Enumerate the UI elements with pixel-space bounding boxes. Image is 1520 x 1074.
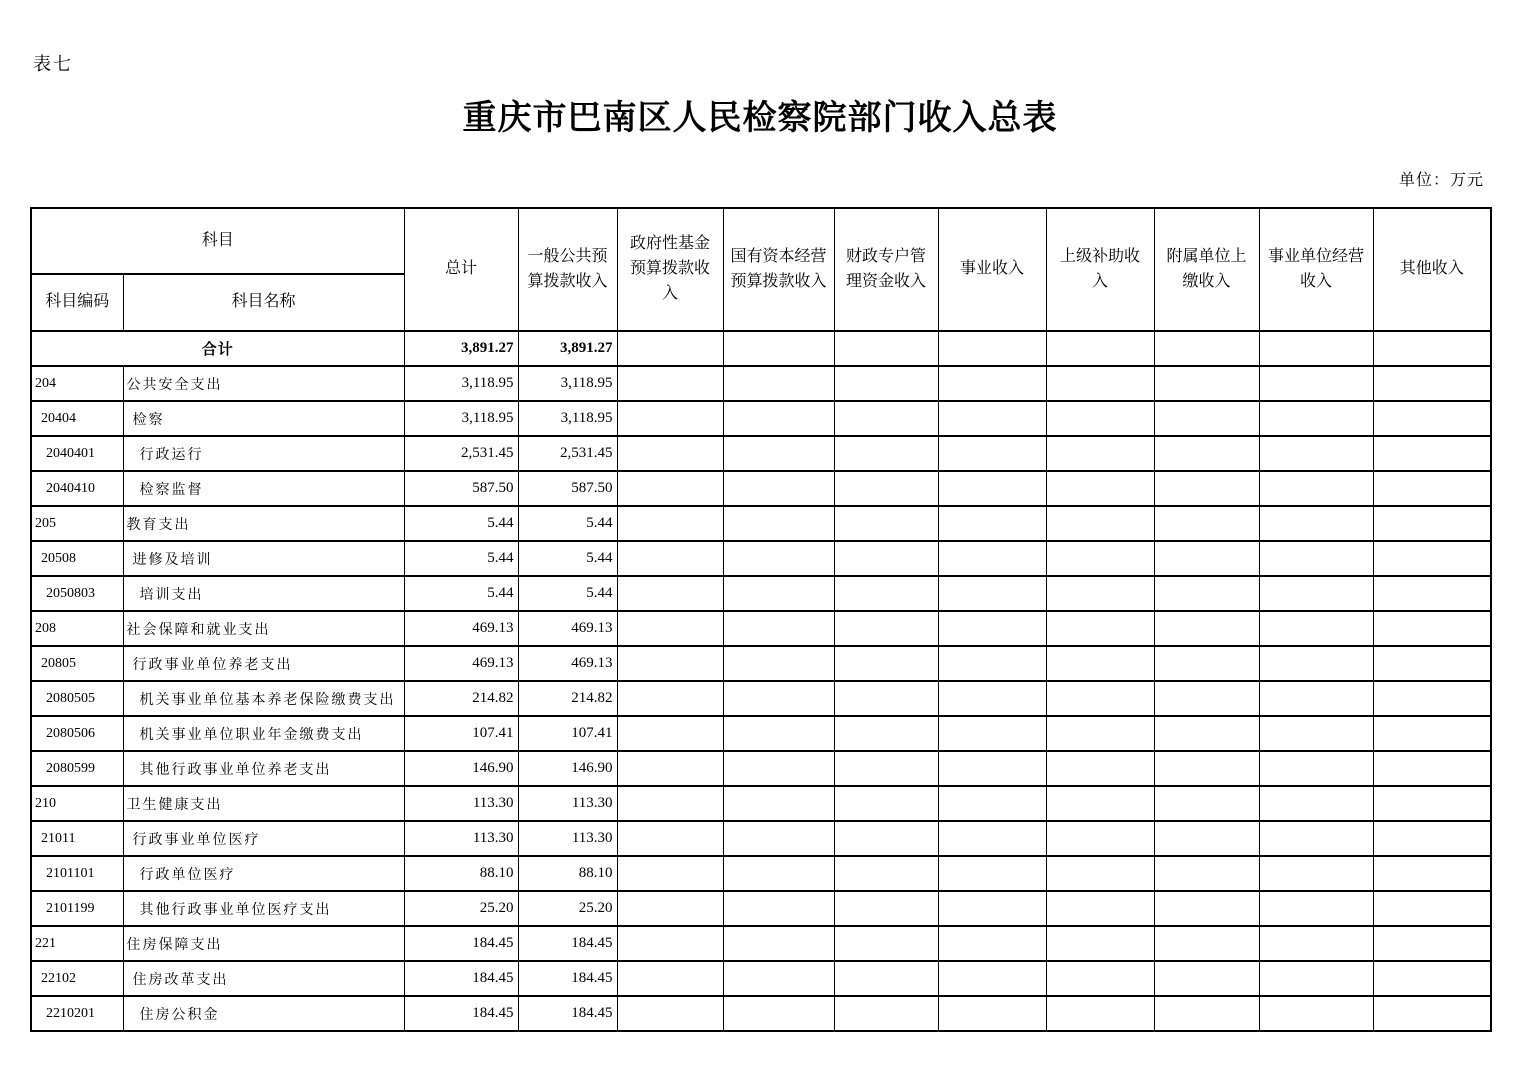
amount-cell-empty [723,366,834,401]
subject-code-cell: 21011 [31,821,123,856]
amount-cell-general-budget: 184.45 [518,996,617,1031]
amount-cell-empty [834,366,938,401]
amount-cell-empty [617,716,723,751]
amount-cell-general-budget: 469.13 [518,611,617,646]
table-row [31,961,1491,996]
amount-cell-empty [723,821,834,856]
amount-cell-general-budget: 5.44 [518,541,617,576]
table-row [31,786,1491,821]
amount-cell-empty [1373,576,1491,611]
amount-cell-empty [1259,366,1373,401]
amount-cell-empty [1154,436,1259,471]
amount-cell-empty [723,751,834,786]
amount-cell-empty [1154,611,1259,646]
amount-cell-empty [617,366,723,401]
subject-name-cell: 住房公积金 [123,996,404,1031]
amount-cell-empty [834,436,938,471]
amount-cell-general-budget: 107.41 [518,716,617,751]
amount-cell-total: 184.45 [404,996,518,1031]
amount-cell-empty [617,541,723,576]
amount-cell-empty [1373,891,1491,926]
amount-cell-empty [1046,681,1154,716]
amount-cell-total: 3,891.27 [404,331,518,366]
amount-cell-empty [938,926,1046,961]
table-row [31,541,1491,576]
total-label: 合计 [31,331,404,366]
amount-cell-empty [1046,996,1154,1031]
amount-cell-empty [834,821,938,856]
amount-cell-total: 113.30 [404,821,518,856]
amount-cell-empty [1373,751,1491,786]
subject-name-cell: 卫生健康支出 [123,786,404,821]
amount-cell-empty [723,961,834,996]
amount-cell-empty [617,401,723,436]
amount-cell-empty [938,821,1046,856]
amount-cell-total: 3,118.95 [404,401,518,436]
table-row [31,751,1491,786]
amount-cell-general-budget: 3,118.95 [518,366,617,401]
subject-name-cell: 住房保障支出 [123,926,404,961]
amount-cell-empty [834,681,938,716]
subject-code-cell: 221 [31,926,123,961]
table-row [31,471,1491,506]
amount-cell-total: 113.30 [404,786,518,821]
amount-cell-empty [1259,891,1373,926]
amount-cell-empty [1259,541,1373,576]
subject-name-cell: 行政事业单位医疗 [123,821,404,856]
amount-cell-empty [1373,401,1491,436]
amount-cell-empty [938,716,1046,751]
amount-cell-empty [1154,576,1259,611]
amount-cell-empty [723,541,834,576]
amount-cell-empty [834,611,938,646]
amount-cell-empty [1154,856,1259,891]
amount-cell-empty [1154,996,1259,1031]
amount-cell-general-budget: 5.44 [518,506,617,541]
subject-code-cell: 2040410 [31,471,123,506]
amount-cell-empty [1373,681,1491,716]
amount-cell-empty [834,786,938,821]
amount-cell-empty [1154,331,1259,366]
amount-cell-empty [834,856,938,891]
amount-cell-empty [1154,366,1259,401]
amount-cell-empty [1154,786,1259,821]
subject-code-cell: 20404 [31,401,123,436]
amount-cell-empty [834,331,938,366]
subject-name-cell: 机关事业单位职业年金缴费支出 [123,716,404,751]
amount-cell-total: 88.10 [404,856,518,891]
amount-cell-empty [723,891,834,926]
col-header-subject-code: 科目编码 [31,274,123,331]
amount-cell-empty [1154,961,1259,996]
amount-cell-empty [1373,926,1491,961]
subject-code-cell: 2101199 [31,891,123,926]
amount-cell-empty [723,471,834,506]
amount-cell-empty [938,436,1046,471]
amount-cell-empty [1259,611,1373,646]
amount-cell-empty [1046,821,1154,856]
col-header-state-capital-budget-income: 国有资本经营预算拨款收入 [723,208,834,331]
amount-cell-empty [1259,961,1373,996]
amount-cell-empty [1259,506,1373,541]
table-row [31,996,1491,1031]
amount-cell-empty [1373,786,1491,821]
amount-cell-empty [938,541,1046,576]
amount-cell-empty [938,751,1046,786]
col-header-total: 总计 [404,208,518,331]
amount-cell-empty [1373,611,1491,646]
amount-cell-empty [834,891,938,926]
amount-cell-total: 5.44 [404,506,518,541]
amount-cell-empty [834,646,938,681]
subject-code-cell: 20508 [31,541,123,576]
amount-cell-general-budget: 3,891.27 [518,331,617,366]
amount-cell-total: 5.44 [404,576,518,611]
amount-cell-empty [617,821,723,856]
amount-cell-empty [938,611,1046,646]
subject-name-cell: 行政运行 [123,436,404,471]
amount-cell-empty [1154,821,1259,856]
amount-cell-total: 587.50 [404,471,518,506]
amount-cell-empty [938,401,1046,436]
amount-cell-empty [617,891,723,926]
amount-cell-empty [1259,471,1373,506]
amount-cell-total: 3,118.95 [404,366,518,401]
amount-cell-empty [1046,716,1154,751]
table-row [31,821,1491,856]
table-row [31,611,1491,646]
amount-cell-empty [723,611,834,646]
amount-cell-empty [938,366,1046,401]
amount-cell-empty [723,681,834,716]
amount-cell-empty [938,996,1046,1031]
amount-cell-general-budget: 5.44 [518,576,617,611]
amount-cell-empty [1373,471,1491,506]
subject-code-cell: 20805 [31,646,123,681]
amount-cell-general-budget: 184.45 [518,926,617,961]
amount-cell-general-budget: 146.90 [518,751,617,786]
amount-cell-total: 184.45 [404,961,518,996]
amount-cell-empty [1154,646,1259,681]
amount-cell-empty [1373,331,1491,366]
table-row [31,646,1491,681]
amount-cell-empty [938,331,1046,366]
amount-cell-empty [834,471,938,506]
amount-cell-total: 469.13 [404,611,518,646]
amount-cell-total: 107.41 [404,716,518,751]
amount-cell-empty [938,471,1046,506]
col-header-institution-income: 事业收入 [938,208,1046,331]
table-row [31,366,1491,401]
col-header-institution-operating-income: 事业单位经营收入 [1259,208,1373,331]
amount-cell-empty [617,681,723,716]
amount-cell-empty [1373,996,1491,1031]
subject-code-cell: 2210201 [31,996,123,1031]
amount-cell-empty [1259,681,1373,716]
amount-cell-empty [1373,961,1491,996]
amount-cell-empty [617,611,723,646]
amount-cell-empty [1154,891,1259,926]
amount-cell-empty [1046,611,1154,646]
amount-cell-empty [723,926,834,961]
amount-cell-empty [617,576,723,611]
amount-cell-empty [1154,926,1259,961]
amount-cell-empty [723,576,834,611]
subject-name-cell: 教育支出 [123,506,404,541]
amount-cell-total: 184.45 [404,926,518,961]
amount-cell-empty [1259,751,1373,786]
amount-cell-empty [617,436,723,471]
page-title: 重庆市巴南区人民检察院部门收入总表 [462,100,1058,137]
amount-cell-empty [834,716,938,751]
amount-cell-empty [1046,576,1154,611]
amount-cell-empty [1154,401,1259,436]
amount-cell-empty [938,681,1046,716]
subject-name-cell: 其他行政事业单位医疗支出 [123,891,404,926]
amount-cell-general-budget: 469.13 [518,646,617,681]
subject-name-cell: 行政事业单位养老支出 [123,646,404,681]
subject-name-cell: 培训支出 [123,576,404,611]
amount-cell-general-budget: 113.30 [518,821,617,856]
amount-cell-empty [1259,996,1373,1031]
col-header-fiscal-special-account-income: 财政专户管理资金收入 [834,208,938,331]
amount-cell-general-budget: 88.10 [518,856,617,891]
income-summary-table [30,207,1492,1032]
subject-code-cell: 2050803 [31,576,123,611]
amount-cell-empty [834,541,938,576]
subject-code-cell: 2080506 [31,716,123,751]
amount-cell-empty [1046,961,1154,996]
amount-cell-empty [1373,716,1491,751]
subject-code-cell: 2080505 [31,681,123,716]
amount-cell-general-budget: 25.20 [518,891,617,926]
subject-name-cell: 行政单位医疗 [123,856,404,891]
amount-cell-empty [1046,471,1154,506]
amount-cell-empty [1373,856,1491,891]
amount-cell-empty [617,786,723,821]
amount-cell-empty [1046,751,1154,786]
amount-cell-empty [1046,506,1154,541]
col-header-affiliated-unit-income: 附属单位上缴收入 [1154,208,1259,331]
amount-cell-total: 25.20 [404,891,518,926]
subject-code-cell: 208 [31,611,123,646]
amount-cell-empty [1259,821,1373,856]
subject-code-cell: 2040401 [31,436,123,471]
amount-cell-empty [834,506,938,541]
amount-cell-empty [1046,541,1154,576]
amount-cell-empty [1373,366,1491,401]
table-row [31,716,1491,751]
table-row [31,436,1491,471]
amount-cell-empty [723,716,834,751]
col-header-superior-subsidy-income: 上级补助收入 [1046,208,1154,331]
amount-cell-general-budget: 184.45 [518,961,617,996]
amount-cell-general-budget: 3,118.95 [518,401,617,436]
amount-cell-empty [1373,821,1491,856]
amount-cell-total: 146.90 [404,751,518,786]
col-header-other-income: 其他收入 [1373,208,1491,331]
subject-name-cell: 其他行政事业单位养老支出 [123,751,404,786]
total-row [31,331,1491,366]
amount-cell-empty [723,786,834,821]
amount-cell-empty [1046,786,1154,821]
amount-cell-empty [617,961,723,996]
amount-cell-empty [1154,751,1259,786]
amount-cell-empty [723,401,834,436]
amount-cell-empty [1046,856,1154,891]
amount-cell-empty [617,471,723,506]
amount-cell-empty [834,576,938,611]
subject-code-cell: 2080599 [31,751,123,786]
subject-name-cell: 检察监督 [123,471,404,506]
subject-code-cell: 205 [31,506,123,541]
subject-name-cell: 公共安全支出 [123,366,404,401]
table-row [31,926,1491,961]
amount-cell-empty [1046,366,1154,401]
amount-cell-empty [1154,506,1259,541]
amount-cell-empty [1259,856,1373,891]
header-row-top [31,208,1491,274]
amount-cell-empty [723,856,834,891]
amount-cell-empty [723,506,834,541]
col-header-subject: 科目 [31,208,404,274]
unit-note: 单位：万元 [1398,172,1484,189]
amount-cell-empty [1259,926,1373,961]
amount-cell-empty [1259,716,1373,751]
amount-cell-empty [938,506,1046,541]
amount-cell-empty [617,856,723,891]
table-row [31,891,1491,926]
amount-cell-general-budget: 113.30 [518,786,617,821]
amount-cell-empty [1154,716,1259,751]
subject-name-cell: 机关事业单位基本养老保险缴费支出 [123,681,404,716]
amount-cell-empty [1259,331,1373,366]
amount-cell-empty [834,926,938,961]
amount-cell-general-budget: 2,531.45 [518,436,617,471]
amount-cell-empty [834,401,938,436]
amount-cell-empty [617,646,723,681]
amount-cell-empty [723,646,834,681]
amount-cell-total: 2,531.45 [404,436,518,471]
amount-cell-general-budget: 587.50 [518,471,617,506]
amount-cell-empty [1046,436,1154,471]
col-header-subject-name: 科目名称 [123,274,404,331]
table-number-label: 表七 [33,54,73,74]
subject-name-cell: 住房改革支出 [123,961,404,996]
amount-cell-empty [1373,541,1491,576]
table-header [31,208,1491,331]
amount-cell-empty [1259,436,1373,471]
amount-cell-empty [617,996,723,1031]
amount-cell-empty [617,751,723,786]
subject-code-cell: 204 [31,366,123,401]
amount-cell-empty [1373,506,1491,541]
amount-cell-empty [1046,401,1154,436]
amount-cell-empty [723,996,834,1031]
amount-cell-empty [1046,891,1154,926]
amount-cell-empty [834,961,938,996]
amount-cell-total: 214.82 [404,681,518,716]
table-body [31,331,1491,1031]
amount-cell-empty [617,926,723,961]
subject-name-cell: 检察 [123,401,404,436]
subject-code-cell: 210 [31,786,123,821]
amount-cell-empty [1046,331,1154,366]
subject-name-cell: 社会保障和就业支出 [123,611,404,646]
amount-cell-empty [1154,471,1259,506]
amount-cell-total: 469.13 [404,646,518,681]
table-row [31,401,1491,436]
amount-cell-empty [617,331,723,366]
amount-cell-empty [723,331,834,366]
subject-code-cell: 2101101 [31,856,123,891]
amount-cell-empty [1259,786,1373,821]
amount-cell-empty [1046,646,1154,681]
amount-cell-empty [938,891,1046,926]
subject-name-cell: 进修及培训 [123,541,404,576]
amount-cell-empty [1373,436,1491,471]
col-header-govt-fund-budget-income: 政府性基金预算拨款收入 [617,208,723,331]
amount-cell-general-budget: 214.82 [518,681,617,716]
amount-cell-empty [1154,541,1259,576]
amount-cell-empty [938,961,1046,996]
amount-cell-empty [938,646,1046,681]
table-row [31,506,1491,541]
table-row [31,681,1491,716]
amount-cell-empty [938,576,1046,611]
amount-cell-empty [938,786,1046,821]
amount-cell-empty [617,506,723,541]
table-row [31,856,1491,891]
amount-cell-empty [1046,926,1154,961]
amount-cell-empty [1373,646,1491,681]
amount-cell-empty [1259,401,1373,436]
amount-cell-empty [723,436,834,471]
amount-cell-total: 5.44 [404,541,518,576]
amount-cell-empty [1259,646,1373,681]
amount-cell-empty [938,856,1046,891]
subject-code-cell: 22102 [31,961,123,996]
amount-cell-empty [834,996,938,1031]
amount-cell-empty [1154,681,1259,716]
amount-cell-empty [834,751,938,786]
col-header-general-public-budget-income: 一般公共预算拨款收入 [518,208,617,331]
table-row [31,576,1491,611]
amount-cell-empty [1259,576,1373,611]
